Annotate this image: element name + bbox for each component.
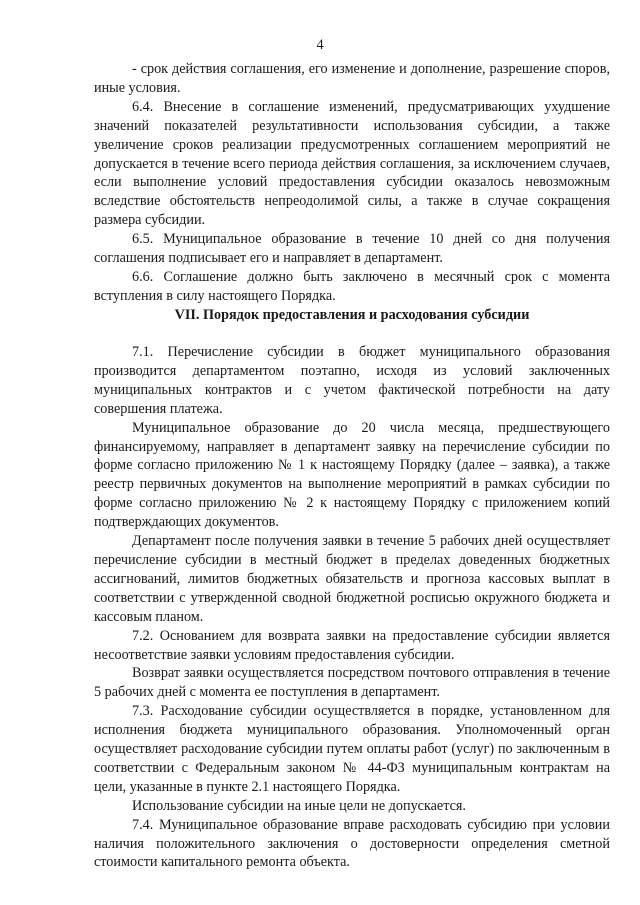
paragraph-7-1-transfer: Департамент после получения заявки в течение 5 рабочих дней осуществляет перечисление субсидии в местный бюджет в пределах доведенных бюджетных ассигнований, лимитов бюджетных обязательств и прогноза кассовых выплат в соответствии с утвержденной сводной бюджетной росписью окружного бюджета и кассовым планом. xyxy=(94,533,610,625)
paragraph-6-4: 6.4. Внесение в соглашение изменений, предусматривающих ухудшение значений показателей результативности использования субсидии, а также увеличение сроков реализации предусмотренных соглашением мероприятий не допускается в течение всего периода действия соглашения, за исключением случаев, если выполнение условий предоставления субсидии оказалось невозможным вследствие обстоятельств непреодолимой силы, а также в случае сокращения размера субсидии. xyxy=(94,98,610,229)
paragraph-7-3: 7.3. Расходование субсидии осуществляется в порядке, установленном для исполнения бюджета муниципального образования. Уполномоченный орган осуществляет расходование субсидии путем оплаты работ (услуг) по заключенным в соответствии с Федеральным законом № 44-ФЗ муниципальным контрактам на цели, указанные в пункте 2.1 настоящего Порядка. xyxy=(94,703,610,795)
paragraph-6-6: 6.6. Соглашение должно быть заключено в месячный срок с момента вступления в силу настоящего Порядка. xyxy=(94,268,610,304)
paragraph-7-4: 7.4. Муниципальное образование вправе расходовать субсидию при условии наличия положительного заключения о достоверности определения сметной стоимости капитального ремонта объекта. xyxy=(94,816,610,871)
section-6-continuation xyxy=(94,60,610,306)
paragraph-7-1: 7.1. Перечисление субсидии в бюджет муниципального образования производится департаментом поэтапно, исходя из условий заключенных муниципальных контрактов и с учетом фактической потребности на дату совершения платежа. xyxy=(94,344,610,417)
section-7-body xyxy=(94,343,610,872)
paragraph-7-2: 7.2. Основанием для возврата заявки на предоставление субсидии является несоответствие заявки условиям предоставления субсидии. xyxy=(94,627,610,663)
paragraph-7-1-application: Муниципальное образование до 20 числа месяца, предшествующего финансируемому, направляет в департамент заявку на перечисление субсидии по форме согласно приложению № 1 к настоящему Порядку (далее – заявка), а также реестр первичных документов на выполнение мероприятий в рамках субсидии по форме согласно приложению № 2 к настоящему Порядку с приложением копий подтверждающих документов. xyxy=(94,419,610,531)
page-number: 4 xyxy=(316,37,324,53)
paragraph-6-5: 6.5. Муниципальное образование в течение 10 дней со дня получения соглашения подписывает его и направляет в департамент. xyxy=(94,231,610,267)
paragraph-7-2-return: Возврат заявки осуществляется посредством почтового отправления в течение 5 рабочих дней с момента ее поступления в департамент. xyxy=(94,665,610,701)
paragraph-7-3-restriction: Использование субсидии на иные цели не допускается. xyxy=(132,797,466,814)
paragraph-6-3-tail: - срок действия соглашения, его изменение и дополнение, разрешение споров, иные условия. xyxy=(94,61,610,96)
section-7-heading: VII. Порядок предоставления и расходования субсидии xyxy=(174,307,530,323)
section-7-heading-block xyxy=(94,306,610,325)
